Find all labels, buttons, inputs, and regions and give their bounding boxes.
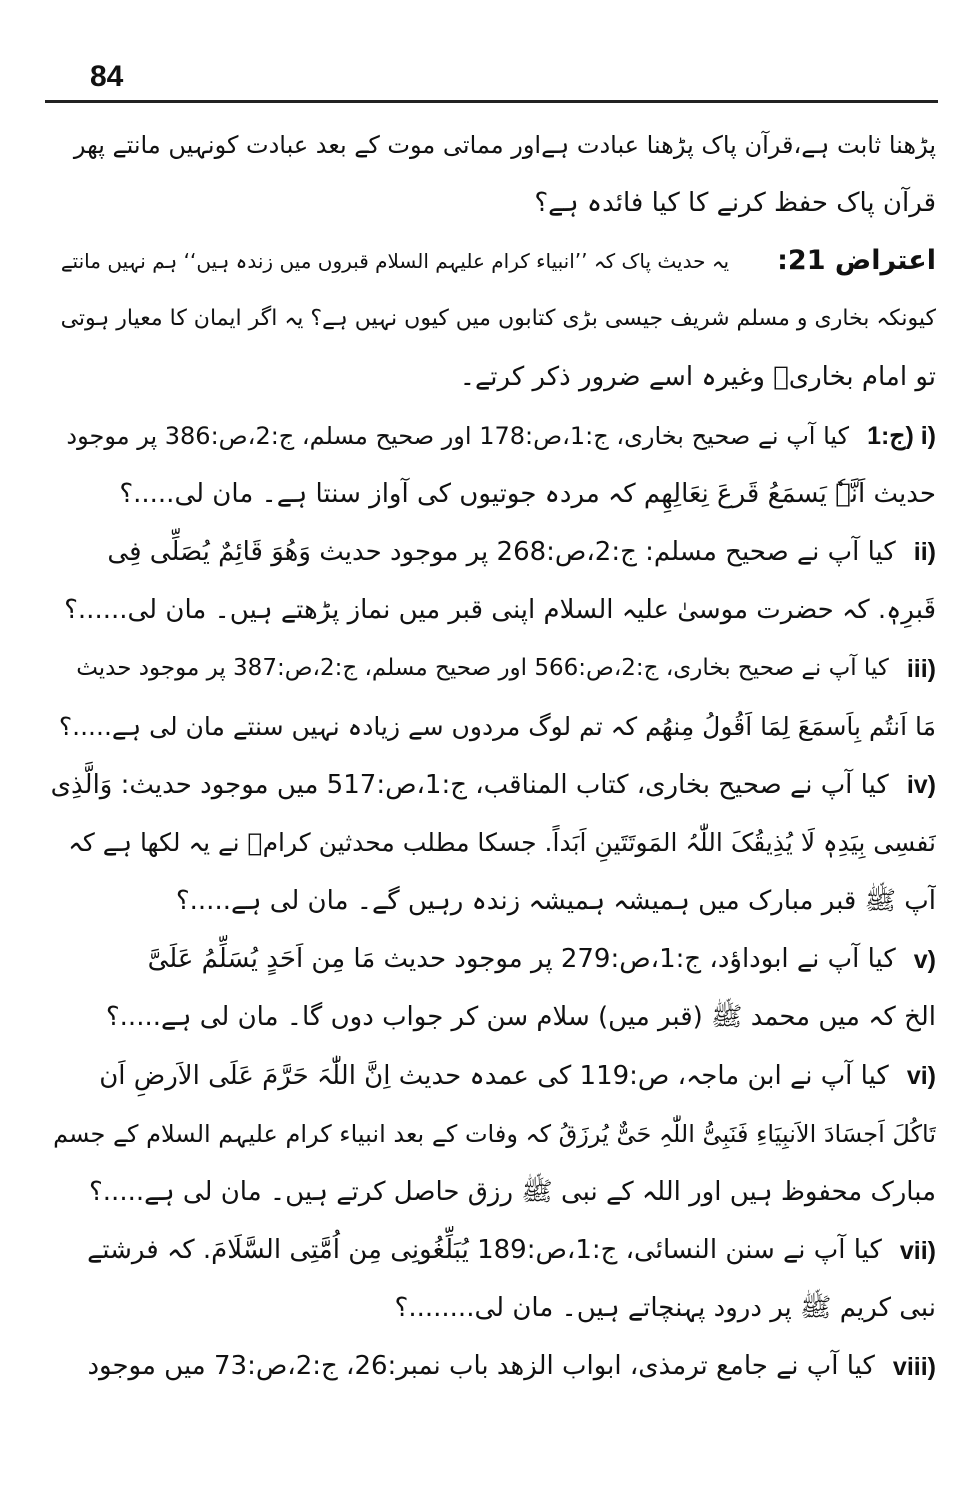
line-text: تَاکُلَ اَجسَادَ الاَنبِیَاءِ فَنَبِیُّ اللّٰہِ حَیٌّ یُرزَقُ کہ وفات کے بعد انبیاء کرام علیہم السلام کے جسم (53, 1119, 936, 1148)
line-text: حدیث اَنَّہٗ یَسمَعُ قَرعَ نِعَالِھِم کہ مردہ جوتیوں کی آواز سنتا ہے۔ مان لی.....؟ (119, 478, 936, 509)
line-text: کیونکہ بخاری و مسلم شریف جیسی بڑی کتابوں میں کیوں نہیں ہے؟ یہ اگر ایمان کا معیار ہوتی (60, 306, 936, 332)
line-text: یہ حدیث پاک کہ ’’انبیاء کرام علیہم السلام قبروں میں زندہ ہیں‘‘ ہم نہیں مانتے (60, 249, 730, 274)
line-text: مبارک محفوظ ہیں اور اللہ کے نبی ﷺ رزق حاصل کرتے ہیں۔ مان لی ہے.....؟ (88, 1176, 936, 1207)
line-text: قرآن پاک حفظ کرنے کا کیا فائدہ ہے؟ (534, 187, 936, 218)
objection-heading-line (50, 232, 936, 290)
text-line (50, 989, 936, 1047)
item-marker: ج:1) i) (867, 422, 936, 451)
text-line (50, 814, 936, 872)
line-text: کیا آپ نے جامع ترمذی، ابواب الزھد باب نمبر:26، ج:2،ص:73 میں موجود (87, 1351, 875, 1382)
answer-item-line (50, 1047, 936, 1105)
item-marker: viii) (892, 1353, 936, 1382)
header-rule (45, 100, 938, 103)
item-marker: iii) (906, 654, 936, 683)
answer-item-line (50, 931, 936, 989)
line-text: قَبرِہٖ. کہ حضرت موسیٰ علیہ السلام اپنی قبر میں نماز پڑھتے ہیں۔ مان لی......؟ (64, 595, 936, 625)
text-line (50, 1280, 936, 1338)
line-text: نبی کریم ﷺ پر درود پہنچاتے ہیں۔ مان لی........؟ (394, 1293, 936, 1324)
line-text: کیا آپ نے ابن ماجہ، ص:119 کی عمدہ حدیث اِنَّ اللّٰہَ حَرَّمَ عَلَی الاَرضِ اَن (99, 1060, 889, 1091)
line-text: تو امام بخاریؒ وغیرہ اسے ضرور ذکر کرتے۔ (459, 362, 936, 393)
page-number: 84 (90, 60, 124, 93)
item-marker: vi) (906, 1062, 936, 1091)
text-line (50, 698, 936, 756)
item-marker: v) (913, 945, 936, 974)
text-line (50, 116, 936, 174)
answer-item-line (50, 523, 936, 581)
text-line (50, 1163, 936, 1221)
line-text: کیا آپ نے سنن النسائی، ج:1،ص:189 یُبَلِّغُونِی مِن اُمَّتِی السَّلَامَ. کہ فرشتے (87, 1235, 882, 1266)
text-line (50, 465, 936, 523)
item-marker: iv) (906, 771, 936, 800)
answer-item-line (50, 756, 936, 814)
line-text: الخ کہ میں محمد ﷺ (قبر میں) سلام سن کر جواب دوں گا۔ مان لی ہے.....؟ (105, 1002, 936, 1033)
text-line (50, 349, 936, 407)
text-line (50, 174, 936, 232)
answer-item-line (50, 1338, 936, 1396)
answer-item-line (50, 407, 936, 465)
line-text: نَفسِی بِیَدِہٖ لَا یُذِیقُکَ اللّٰہُ المَوتَتَینِ اَبَداً. جسکا مطلب محدثین کرامؒ نے یہ لکھا ہے کہ (68, 828, 936, 858)
answer-item-line (50, 1222, 936, 1280)
line-text: کیا آپ نے ابوداؤد، ج:1،ص:279 پر موجود حدیث مَا مِن اَحَدٍ یُسَلِّمُ عَلَیَّ (147, 944, 896, 975)
answer-item-line (50, 640, 936, 698)
item-marker: vii) (899, 1236, 936, 1265)
line-text: پڑھنا ثابت ہے،قرآن پاک پڑھنا عبادت ہےاور مماتی موت کے بعد عبادت کونہیں مانتے پھر (73, 130, 936, 159)
line-text: کیا آپ نے صحیح بخاری، کتاب المناقب، ج:1،ص:517 میں موجود حدیث: وَالَّذِی (50, 769, 889, 800)
text-line (50, 582, 936, 640)
line-text: کیا آپ نے صحیح بخاری، ج:1،ص:178 اور صحیح مسلم، ج:2،ص:386 پر موجود (66, 421, 850, 450)
text-line (50, 1105, 936, 1163)
objection-label: اعتراض 21: (777, 245, 936, 277)
line-text: کیا آپ نے صحیح مسلم: ج:2،ص:268 پر موجود حدیث وَھُوَ قَائِمٌ یُصَلِّی فِی (107, 536, 896, 567)
text-line (50, 291, 936, 349)
line-text: آپ ﷺ قبر مبارک میں ہمیشہ ہمیشہ زندہ رہیں گے۔ مان لی ہے.....؟ (175, 885, 936, 916)
line-text: مَا اَنتُم بِاَسمَعَ لِمَا اَقُولُ مِنھُم کہ تم لوگ مردوں سے زیادہ نہیں سنتے مان لی ہے.....؟ (58, 711, 936, 741)
line-text: کیا آپ نے صحیح بخاری، ج:2،ص:566 اور صحیح مسلم، ج:2،ص:387 پر موجود حدیث (76, 654, 889, 681)
item-marker: ii) (913, 538, 936, 567)
body-text (50, 116, 936, 1396)
text-line (50, 872, 936, 930)
